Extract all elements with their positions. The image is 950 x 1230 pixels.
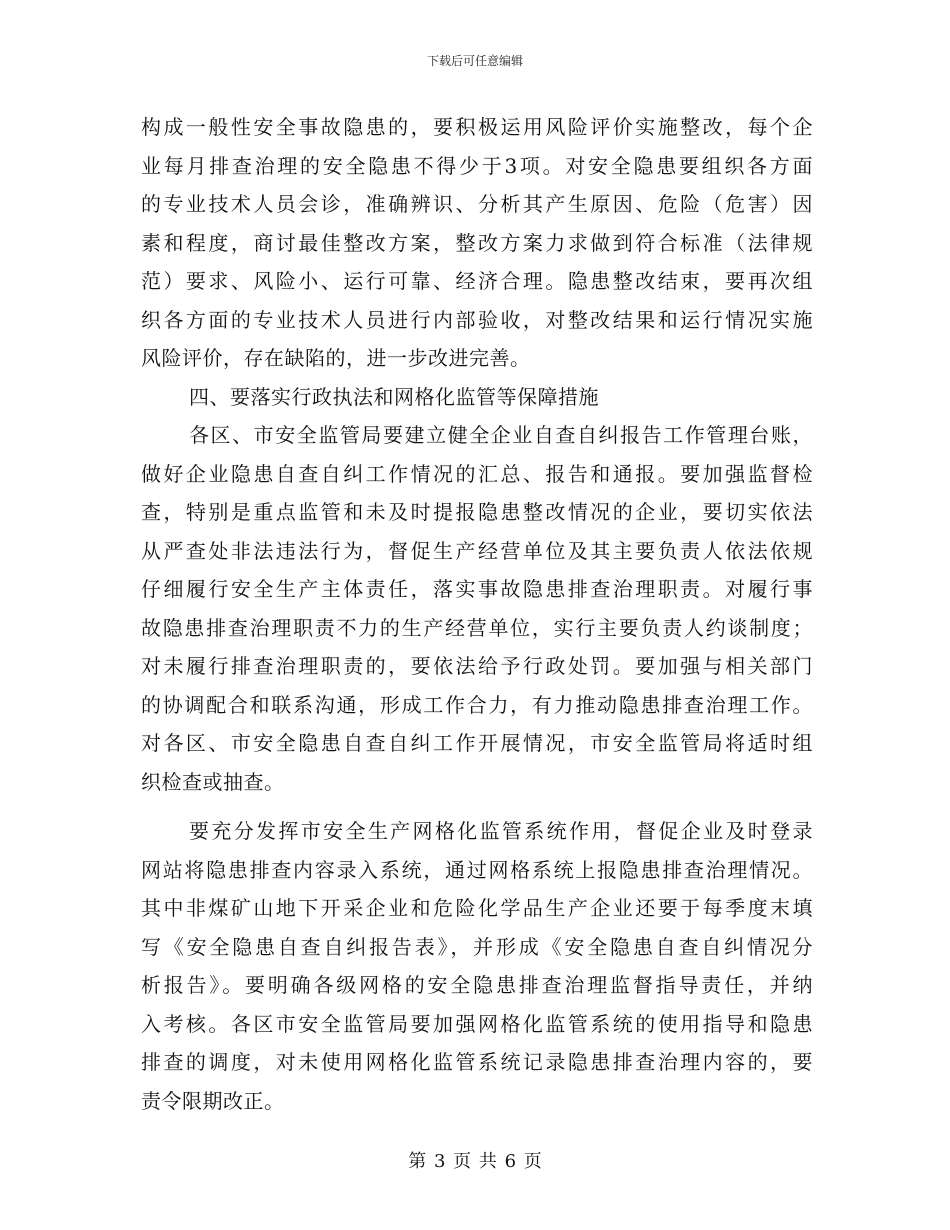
page-number: 第 3 页 共 6 页 bbox=[408, 1151, 542, 1172]
text-line: 查，特别是重点监管和未及时提报隐患整改情况的企业，要切实依法 bbox=[141, 500, 813, 524]
text-line: 析报告》。要明确各级网格的安全隐患排查治理监督指导责任，并纳 bbox=[141, 973, 813, 997]
text-line: 范）要求、风险小、运行可靠、经济合理。隐患整改结束，要再次组 bbox=[141, 269, 813, 293]
text-line: 织检查或抽查。 bbox=[141, 769, 285, 794]
paragraph bbox=[141, 108, 813, 378]
page-header: 下载后可任意编辑 bbox=[426, 54, 523, 68]
text-line: 业每月排查治理的安全隐患不得少于3项。对安全隐患要组织各方面 bbox=[141, 153, 813, 178]
text-line: 排查的调度，对未使用网格化监管系统记录隐患排查治理内容的，要 bbox=[141, 1050, 813, 1074]
text-line: 网站将隐患排查内容录入系统，通过网格系统上报隐患排查治理情况。 bbox=[141, 857, 813, 882]
paragraph bbox=[141, 378, 813, 417]
paragraph-gap bbox=[141, 801, 813, 812]
text-line: 的协调配合和联系沟通，形成工作合力，有力推动隐患排查治理工作。 bbox=[141, 692, 813, 717]
text-line: 风险评价，存在缺陷的，进一步改进完善。 bbox=[141, 346, 531, 370]
text-line: 对未履行排查治理职责的，要依法给予行政处罚。要加强与相关部门 bbox=[141, 654, 813, 678]
text-line: 各区、市安全监管局要建立健全企业自查自纠报告工作管理台账， bbox=[189, 423, 813, 447]
text-line: 仔细履行安全生产主体责任，落实事故隐患排查治理职责。对履行事 bbox=[141, 577, 813, 601]
text-line: 构成一般性安全事故隐患的，要积极运用风险评价实施整改，每个企 bbox=[141, 115, 813, 139]
text-line: 的专业技术人员会诊，准确辨识、分析其产生原因、危险（危害）因 bbox=[141, 192, 813, 216]
text-line: 故隐患排查治理职责不力的生产经营单位，实行主要负责人约谈制度； bbox=[141, 615, 813, 640]
text-line: 四、要落实行政执法和网格化监管等保障措施 bbox=[189, 384, 599, 409]
text-line: 入考核。各区市安全监管局要加强网格化监管系统的使用指导和隐患 bbox=[141, 1011, 813, 1036]
text-line: 素和程度，商讨最佳整改方案，整改方案力求做到符合标准（法律规 bbox=[141, 230, 813, 255]
text-line: 其中非煤矿山地下开采企业和危险化学品生产企业还要于每季度末填 bbox=[141, 896, 813, 920]
text-line: 要充分发挥市安全生产网格化监管系统作用，督促企业及时登录 bbox=[189, 819, 813, 843]
text-line: 从严查处非法违法行为，督促生产经营单位及其主要负责人依法依规 bbox=[141, 538, 813, 563]
paragraph bbox=[141, 416, 813, 801]
text-line: 责令限期改正。 bbox=[141, 1088, 285, 1113]
text-line: 做好企业隐患自查自纠工作情况的汇总、报告和通报。要加强监督检 bbox=[141, 461, 813, 486]
text-line: 对各区、市安全隐患自查自纠工作开展情况，市安全监管局将适时组 bbox=[141, 731, 813, 755]
document-body bbox=[141, 108, 813, 1120]
paragraph bbox=[141, 812, 813, 1120]
text-line: 织各方面的专业技术人员进行内部验收，对整改结果和运行情况实施 bbox=[141, 307, 813, 332]
text-line: 写《安全隐患自查自纠报告表》，并形成《安全隐患自查自纠情况分 bbox=[141, 934, 813, 959]
